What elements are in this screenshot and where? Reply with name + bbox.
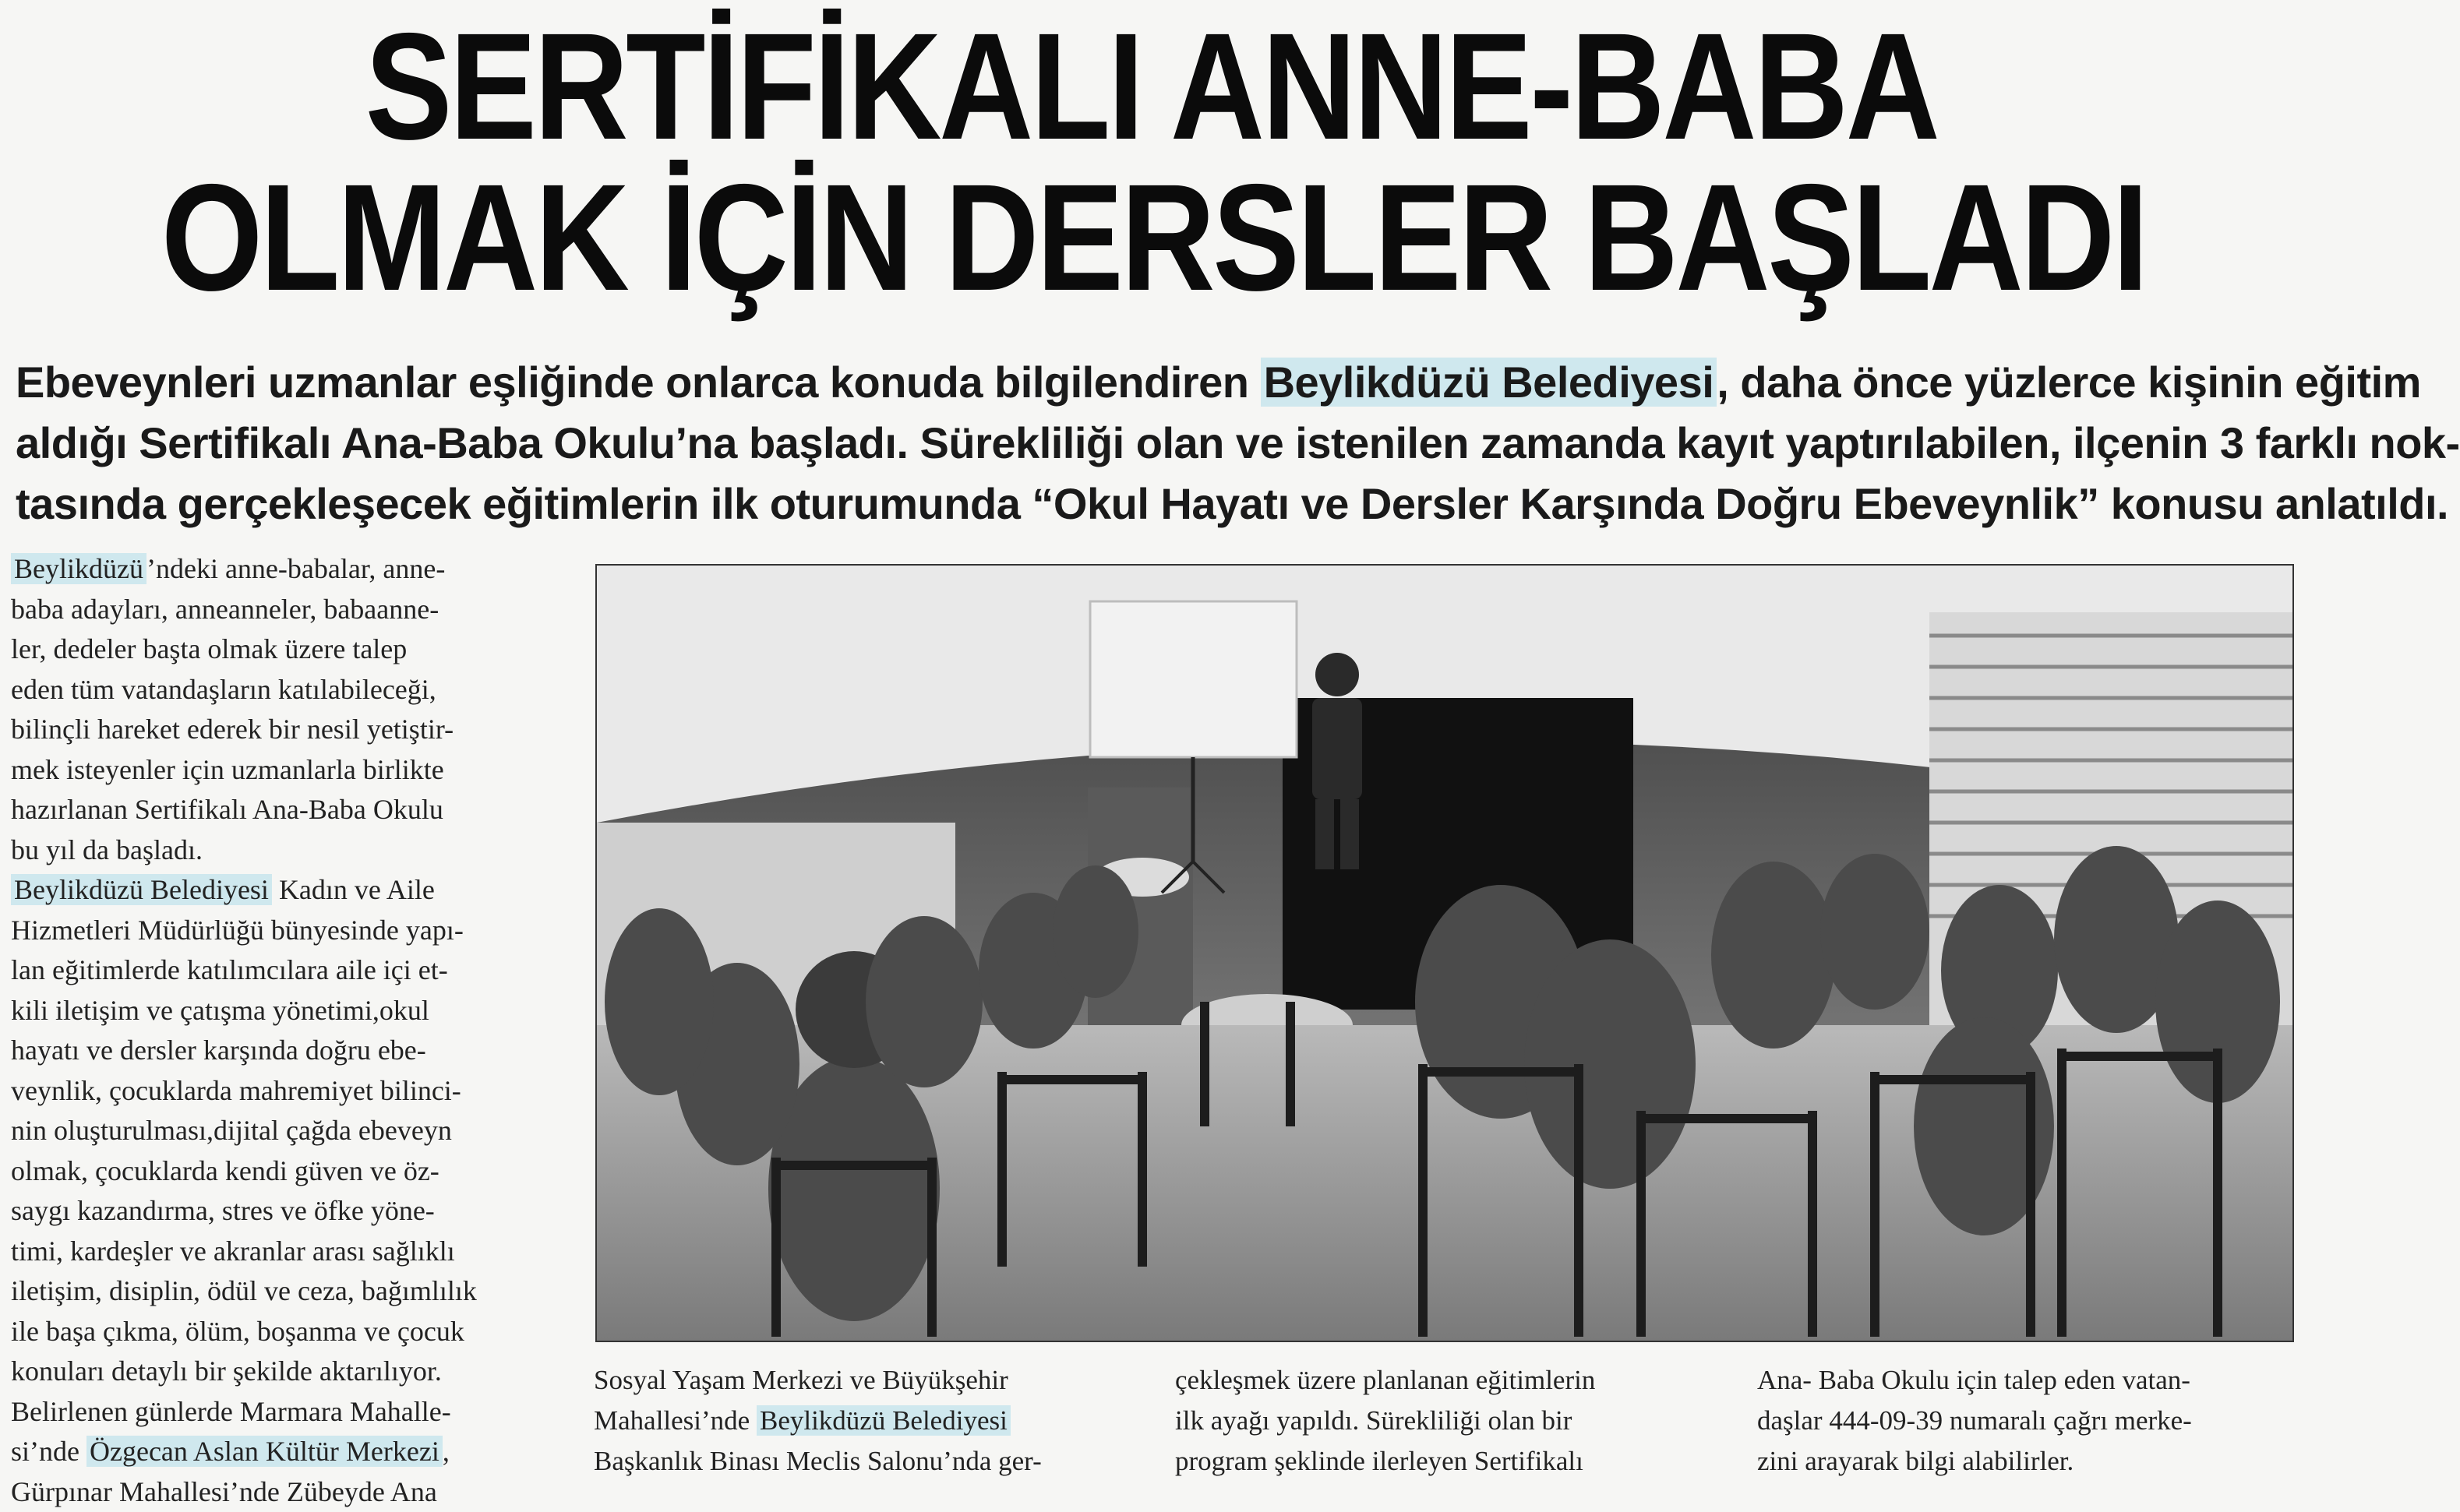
body-text: Kadın ve Aile: [272, 874, 435, 905]
body-line: [11, 870, 572, 911]
caption-column-3: [1757, 1360, 2192, 1482]
body-line: saygı kazandırma, stres ve öfke yöne-: [11, 1191, 572, 1232]
body-line: lan eğitimlerde katılımcılara aile içi et-: [11, 950, 572, 991]
body-line: nin oluşturulması,dijital çağda ebeveyn: [11, 1111, 572, 1151]
body-text: ,: [443, 1436, 450, 1467]
body-text: si’nde: [11, 1436, 86, 1467]
caption-line: çekleşmek üzere planlanan eğitimlerin: [1175, 1360, 1595, 1401]
caption-line: program şeklinde ilerleyen Sertifikalı: [1175, 1441, 1595, 1482]
highlight-municipality: Beylikdüzü Belediyesi: [757, 1405, 1011, 1436]
caption-line: ilk ayağı yapıldı. Sürekliliği olan bir: [1175, 1401, 1595, 1441]
lead-line-2: aldığı Sertifikalı Ana-Baba Okulu’na başladı. Sürekliliği olan ve istenilen zamanda kayıt yaptırılabilen, ilçenin 3 farklı nok-: [16, 413, 2291, 474]
caption-line: Ana- Baba Okulu için talep eden vatan-: [1757, 1360, 2192, 1401]
body-text: ’ndeki anne-babalar, anne-: [146, 553, 445, 584]
caption-column-1: [594, 1360, 1042, 1482]
projection-screen: [1090, 601, 1297, 757]
lead-text: , daha önce yüzlerce kişinin eğitim: [1717, 358, 2421, 407]
body-line: veynlik, çocuklarda mahremiyet bilinci-: [11, 1071, 572, 1112]
caption-line: daşlar 444-09-39 numaralı çağrı merke-: [1757, 1401, 2192, 1441]
body-line: bilinçli hareket ederek bir nesil yetiştir-: [11, 710, 572, 750]
headline-line-1: SERTİFİKALI ANNE-BABA: [161, 11, 2141, 163]
article-body-column: [11, 549, 572, 1512]
body-line: konuları detaylı bir şekilde aktarılıyor.: [11, 1352, 572, 1392]
caption-line: zini arayarak bilgi alabilirler.: [1757, 1441, 2192, 1482]
lead-text: Ebeveynleri uzmanlar eşliğinde onlarca konuda bilgilendiren: [16, 358, 1261, 407]
caption-line: [594, 1401, 1042, 1441]
body-line: Hizmetleri Müdürlüğü bünyesinde yapı-: [11, 911, 572, 951]
highlight-culture-center: Özgecan Aslan Kültür Merkezi: [86, 1436, 443, 1467]
highlight-municipality: Beylikdüzü Belediyesi: [11, 874, 272, 905]
body-line: mek isteyenler için uzmanlarla birlikte: [11, 750, 572, 791]
body-line: eden tüm vatandaşların katılabileceği,: [11, 670, 572, 710]
body-line: Gürpınar Mahallesi’nde Zübeyde Ana: [11, 1472, 572, 1512]
body-line: ler, dedeler başta olmak üzere talep: [11, 629, 572, 670]
caption-line: Sosyal Yaşam Merkezi ve Büyükşehir: [594, 1360, 1042, 1401]
caption-text: Mahallesi’nde: [594, 1405, 757, 1436]
body-line: timi, kardeşler ve akranlar arası sağlıklı: [11, 1232, 572, 1272]
body-line: Belirlenen günlerde Marmara Mahalle-: [11, 1392, 572, 1433]
body-line: [11, 1432, 572, 1472]
body-line: bu yıl da başladı.: [11, 830, 572, 871]
highlight-municipality: Beylikdüzü Belediyesi: [1261, 358, 1717, 407]
body-line: baba adayları, anneanneler, babaanne-: [11, 590, 572, 630]
body-line: hayatı ve dersler karşında doğru ebe-: [11, 1031, 572, 1071]
headline-line-2: OLMAK İÇİN DERSLER BAŞLADI: [161, 162, 2141, 314]
seminar-photo-illustration: [597, 566, 2292, 1341]
lead-line-3: tasında gerçekleşecek eğitimlerin ilk oturumunda “Okul Hayatı ve Dersler Karşında Doğru Ebeveynlik” konusu anlatıldı.: [16, 474, 2291, 534]
body-line: olmak, çocuklarda kendi güven ve öz-: [11, 1151, 572, 1192]
seminar-photo: [595, 564, 2294, 1342]
body-line: [11, 549, 572, 590]
body-line: hazırlanan Sertifikalı Ana-Baba Okulu: [11, 790, 572, 830]
caption-line: Başkanlık Binası Meclis Salonu’nda ger-: [594, 1441, 1042, 1482]
body-line: iletişim, disiplin, ödül ve ceza, bağımlılık: [11, 1271, 572, 1312]
body-line: kili iletişim ve çatışma yönetimi,okul: [11, 991, 572, 1031]
lead-line-1: [16, 352, 2291, 413]
body-line: ile başa çıkma, ölüm, boşanma ve çocuk: [11, 1312, 572, 1352]
caption-column-2: [1175, 1360, 1595, 1482]
highlight-district: Beylikdüzü: [11, 553, 146, 584]
